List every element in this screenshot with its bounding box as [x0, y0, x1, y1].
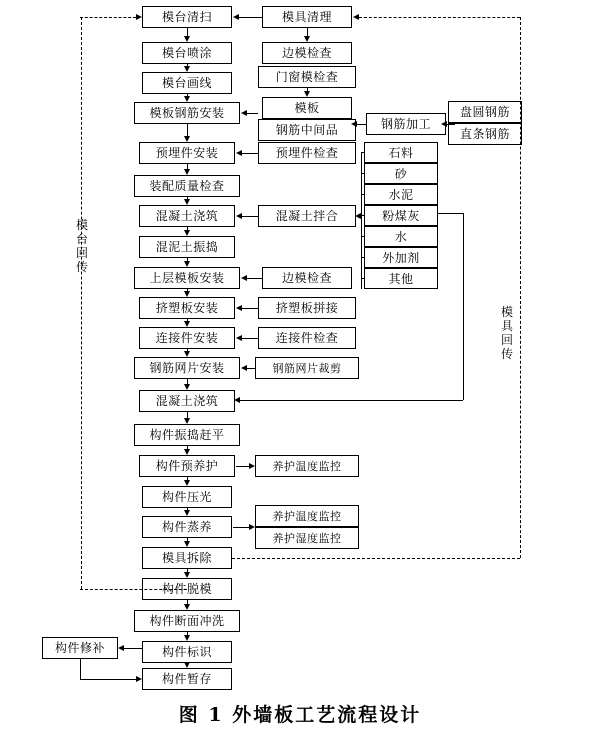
node-混泥土振捣: 混泥土振捣 — [139, 236, 235, 258]
node-构件断面冲洗: 构件断面冲洗 — [134, 610, 240, 632]
connector — [361, 215, 364, 216]
node-边模检查: 边模检查 — [262, 42, 352, 64]
loop-connector-left — [81, 17, 82, 589]
arrow-down-icon — [184, 541, 190, 547]
node-钢筋加工: 钢筋加工 — [366, 113, 446, 135]
arrow-left-icon — [233, 14, 239, 20]
connector — [447, 124, 455, 125]
node-构件暂存: 构件暂存 — [142, 668, 232, 690]
connector — [242, 338, 258, 339]
arrow-down-icon — [184, 480, 190, 486]
node-构件脱模: 构件脱模 — [142, 578, 232, 600]
label-模台回传: 模 台 回 传 — [75, 218, 88, 274]
arrow-right-icon — [136, 676, 142, 682]
arrow-left-icon — [241, 110, 247, 116]
connector — [242, 153, 258, 154]
arrow-down-icon — [184, 418, 190, 424]
node-模台喷涂: 模台喷涂 — [142, 42, 232, 64]
arrow-down-icon — [184, 449, 190, 455]
arrow-right-icon — [136, 14, 142, 20]
arrow-left-icon — [236, 335, 242, 341]
arrow-down-icon — [184, 510, 190, 516]
arrow-left-icon — [234, 397, 240, 403]
connector — [233, 527, 249, 528]
node-外加剂: 外加剂 — [364, 247, 438, 268]
connector — [361, 152, 364, 153]
connector — [438, 213, 463, 214]
arrow-left-icon — [236, 305, 242, 311]
arrow-left-icon — [118, 645, 124, 651]
loop-connector-right — [520, 17, 521, 558]
loop-connector-left — [80, 589, 187, 590]
arrow-down-icon — [184, 36, 190, 42]
arrow-right-icon — [249, 524, 255, 530]
node-连接件检查: 连接件检查 — [258, 327, 356, 349]
node-门窗模检查: 门窗模检查 — [258, 66, 356, 88]
arrow-down-icon — [184, 169, 190, 175]
node-模板钢筋安装: 模板钢筋安装 — [134, 102, 240, 124]
connector — [247, 278, 262, 279]
arrow-down-icon — [184, 66, 190, 72]
node-石料: 石料 — [364, 142, 438, 163]
arrow-down-icon — [184, 136, 190, 142]
connector — [80, 659, 81, 679]
arrow-left-icon — [353, 14, 359, 20]
arrow-down-icon — [184, 96, 190, 102]
arrow-right-icon — [249, 463, 255, 469]
arrow-down-icon — [304, 91, 310, 97]
label-模具回传: 模 具 回 传 — [500, 305, 513, 361]
node-混凝土浇筑-2: 混凝土浇筑 — [139, 390, 235, 412]
connector — [247, 113, 258, 114]
connector — [187, 28, 188, 36]
connector — [124, 648, 142, 649]
arrow-left-icon — [241, 365, 247, 371]
arrow-down-icon — [184, 351, 190, 357]
connector — [236, 466, 249, 467]
node-挤塑板安装: 挤塑板安装 — [139, 297, 235, 319]
connector — [361, 173, 364, 174]
connector — [361, 236, 364, 237]
node-连接件安装: 连接件安装 — [139, 327, 235, 349]
arrow-left-icon — [241, 275, 247, 281]
connector — [187, 124, 188, 136]
node-模具清理: 模具清理 — [262, 6, 352, 28]
node-装配质量检查: 装配质量检查 — [134, 175, 240, 197]
loop-connector-right — [232, 558, 520, 559]
node-混凝土拌合: 混凝土拌合 — [258, 205, 356, 227]
connector — [242, 308, 258, 309]
node-构件预养护: 构件预养护 — [139, 455, 235, 477]
figure-caption: 图 1 外墙板工艺流程设计 — [178, 704, 422, 726]
node-其他: 其他 — [364, 268, 438, 289]
loop-connector-right — [359, 17, 520, 18]
node-模板: 模板 — [262, 97, 352, 119]
node-钢筋网片裁剪: 钢筋网片裁剪 — [255, 357, 359, 379]
node-水: 水 — [364, 226, 438, 247]
arrow-left-icon — [236, 213, 242, 219]
arrow-down-icon — [184, 604, 190, 610]
connector — [240, 400, 463, 401]
node-构件蒸养: 构件蒸养 — [142, 516, 232, 538]
arrow-down-icon — [184, 199, 190, 205]
node-构件压光: 构件压光 — [142, 486, 232, 508]
arrow-down-icon — [184, 321, 190, 327]
connector — [80, 679, 136, 680]
connector — [361, 278, 364, 279]
node-构件振捣赶平: 构件振捣赶平 — [134, 424, 240, 446]
node-养护温度监控: 养护温度监控 — [255, 455, 359, 477]
node-模具拆除: 模具拆除 — [142, 547, 232, 569]
arrow-down-icon — [184, 291, 190, 297]
loop-connector-left — [80, 17, 136, 18]
node-盘圆钢筋: 盘圆钢筋 — [448, 101, 522, 123]
connector — [242, 216, 258, 217]
node-构件标识: 构件标识 — [142, 641, 232, 663]
arrow-down-icon — [184, 662, 190, 668]
arrow-down-icon — [184, 230, 190, 236]
node-直条钢筋: 直条钢筋 — [448, 123, 522, 145]
node-模台清扫: 模台清扫 — [142, 6, 232, 28]
arrow-down-icon — [184, 572, 190, 578]
node-上层模板安装: 上层模板安装 — [134, 267, 240, 289]
node-预埋件检查: 预埋件检查 — [258, 142, 356, 164]
connector — [247, 368, 255, 369]
node-粉煤灰: 粉煤灰 — [364, 205, 438, 226]
node-边模检查-2: 边模检查 — [262, 267, 352, 289]
node-预埋件安装: 预埋件安装 — [139, 142, 235, 164]
node-构件修补: 构件修补 — [42, 637, 118, 659]
node-砂: 砂 — [364, 163, 438, 184]
node-钢筋网片安装: 钢筋网片安装 — [134, 357, 240, 379]
arrow-left-icon — [355, 213, 361, 219]
connector — [463, 213, 464, 400]
node-水泥: 水泥 — [364, 184, 438, 205]
node-养护湿度监控: 养护湿度监控 — [255, 527, 359, 549]
arrow-down-icon — [184, 261, 190, 267]
node-模台画线: 模台画线 — [142, 72, 232, 94]
connector — [307, 28, 308, 36]
node-钢筋中间品: 钢筋中间品 — [258, 119, 356, 141]
node-挤塑板拼接: 挤塑板拼接 — [258, 297, 356, 319]
arrow-down-icon — [304, 36, 310, 42]
connector — [361, 257, 364, 258]
arrow-left-icon — [351, 121, 357, 127]
node-养护温度监控-2: 养护温度监控 — [255, 505, 359, 527]
connector — [239, 17, 262, 18]
arrow-down-icon — [184, 384, 190, 390]
arrow-down-icon — [184, 635, 190, 641]
node-混凝土浇筑: 混凝土浇筑 — [139, 205, 235, 227]
arrow-left-icon — [441, 121, 447, 127]
arrow-left-icon — [236, 150, 242, 156]
connector — [361, 194, 364, 195]
connector — [357, 124, 366, 125]
